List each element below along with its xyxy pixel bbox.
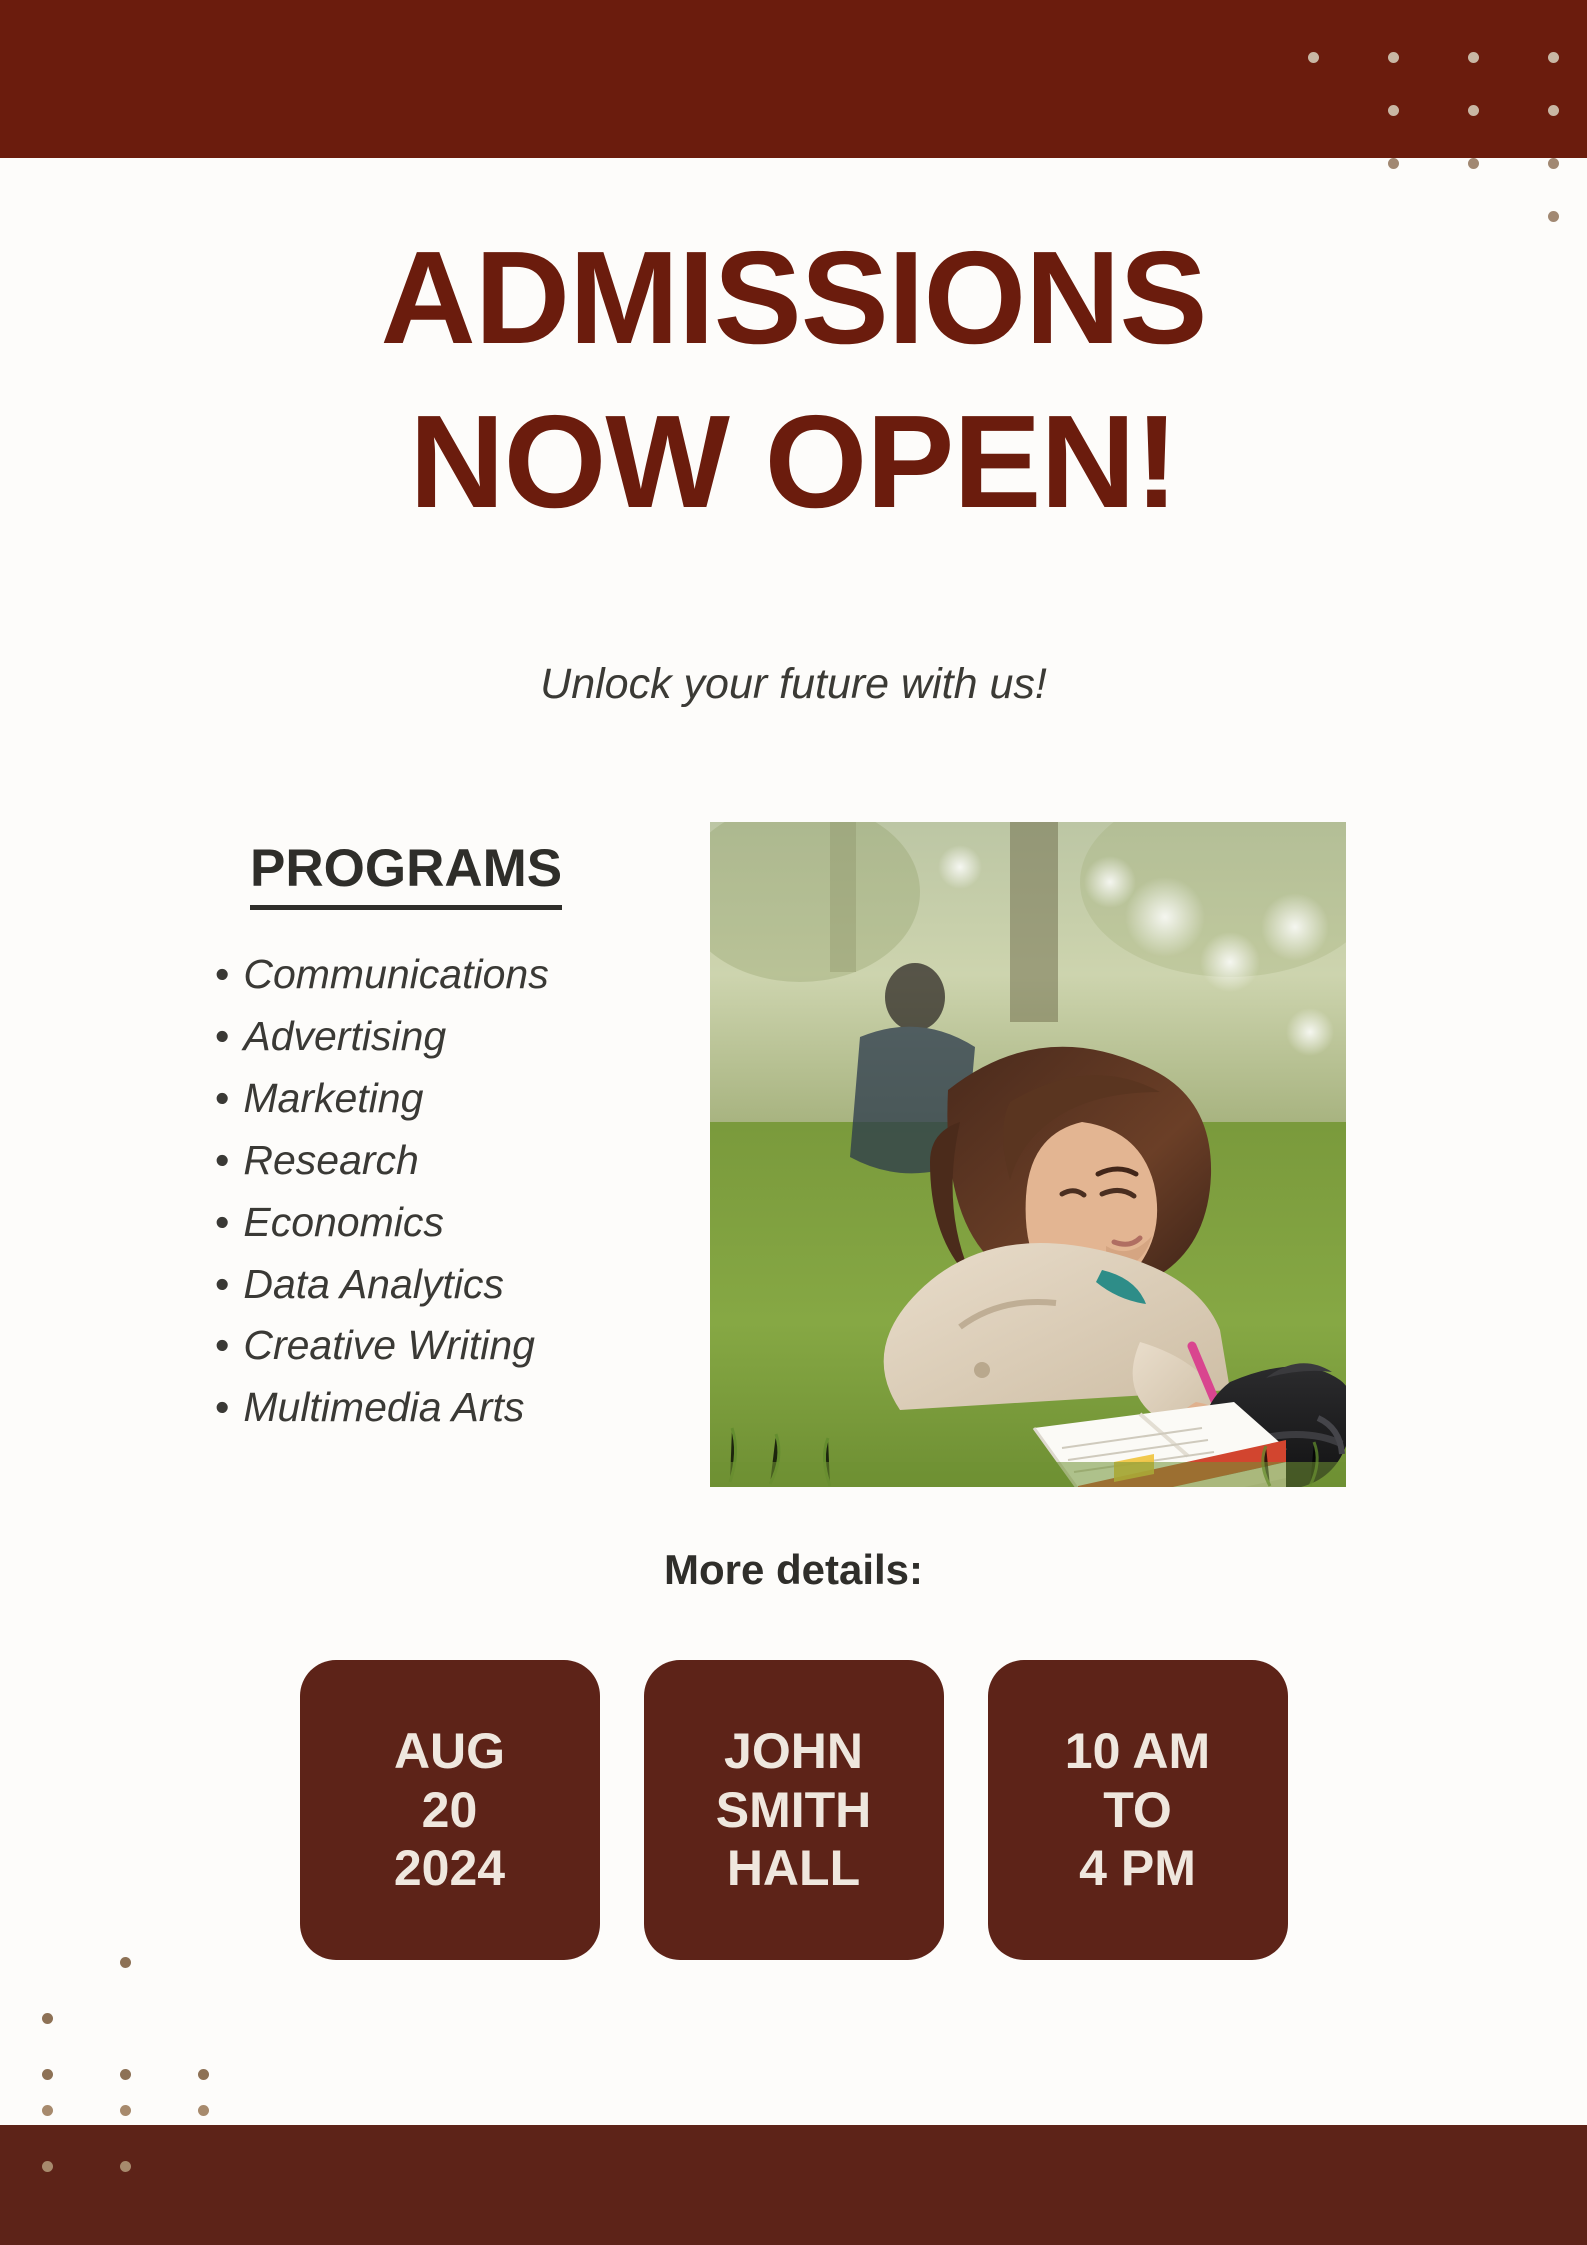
programs-list [215,944,735,1439]
dot [198,2105,209,2116]
dot [1468,158,1479,169]
detail-card-date-line1: AUG [393,1723,506,1780]
dot [42,2013,53,2024]
detail-card-time-line3: 4 PM [1079,1840,1196,1897]
detail-card-date [300,1660,600,1960]
list-item: • Research [215,1130,735,1192]
detail-card-time-line1: 10 AM [1064,1723,1211,1780]
dot [120,2105,131,2116]
dot [42,2105,53,2116]
list-item: • Marketing [215,1068,735,1130]
dot [1388,158,1399,169]
detail-card-date-line2: 20 [421,1781,478,1838]
headline-line-1: ADMISSIONS [380,224,1207,371]
list-item: • Advertising [215,1006,735,1068]
student-studying-on-grass-photo [710,822,1346,1487]
dot [1548,211,1559,222]
page-title [0,224,1587,535]
decorative-dot-field-bottom-left [42,1957,354,2125]
detail-card-venue [644,1660,944,1960]
detail-card-venue-line3: HALL [726,1840,861,1897]
more-details-label: More details: [663,1546,924,1593]
list-item: • Communications [215,944,735,1006]
subtitle: Unlock your future with us! [540,660,1047,708]
list-item: • Economics [215,1192,735,1254]
detail-card-time-line2: TO [1103,1781,1172,1838]
detail-card-venue-line1: JOHN [724,1723,863,1780]
bottom-color-band [0,2125,1587,2245]
headline-line-2: NOW OPEN! [409,388,1178,535]
dot [120,2069,131,2080]
programs-heading: PROGRAMS [250,838,562,910]
dot [198,2069,209,2080]
top-color-band [0,0,1587,158]
detail-card-venue-line2: SMITH [715,1781,872,1838]
programs-section [215,838,735,1439]
detail-card-time [988,1660,1288,1960]
details-cards [0,1660,1587,1960]
list-item: • Data Analytics [215,1254,735,1316]
list-item: • Multimedia Arts [215,1377,735,1439]
dot [42,2069,53,2080]
dot [1548,158,1559,169]
list-item: • Creative Writing [215,1315,735,1377]
detail-card-date-line3: 2024 [393,1840,506,1897]
